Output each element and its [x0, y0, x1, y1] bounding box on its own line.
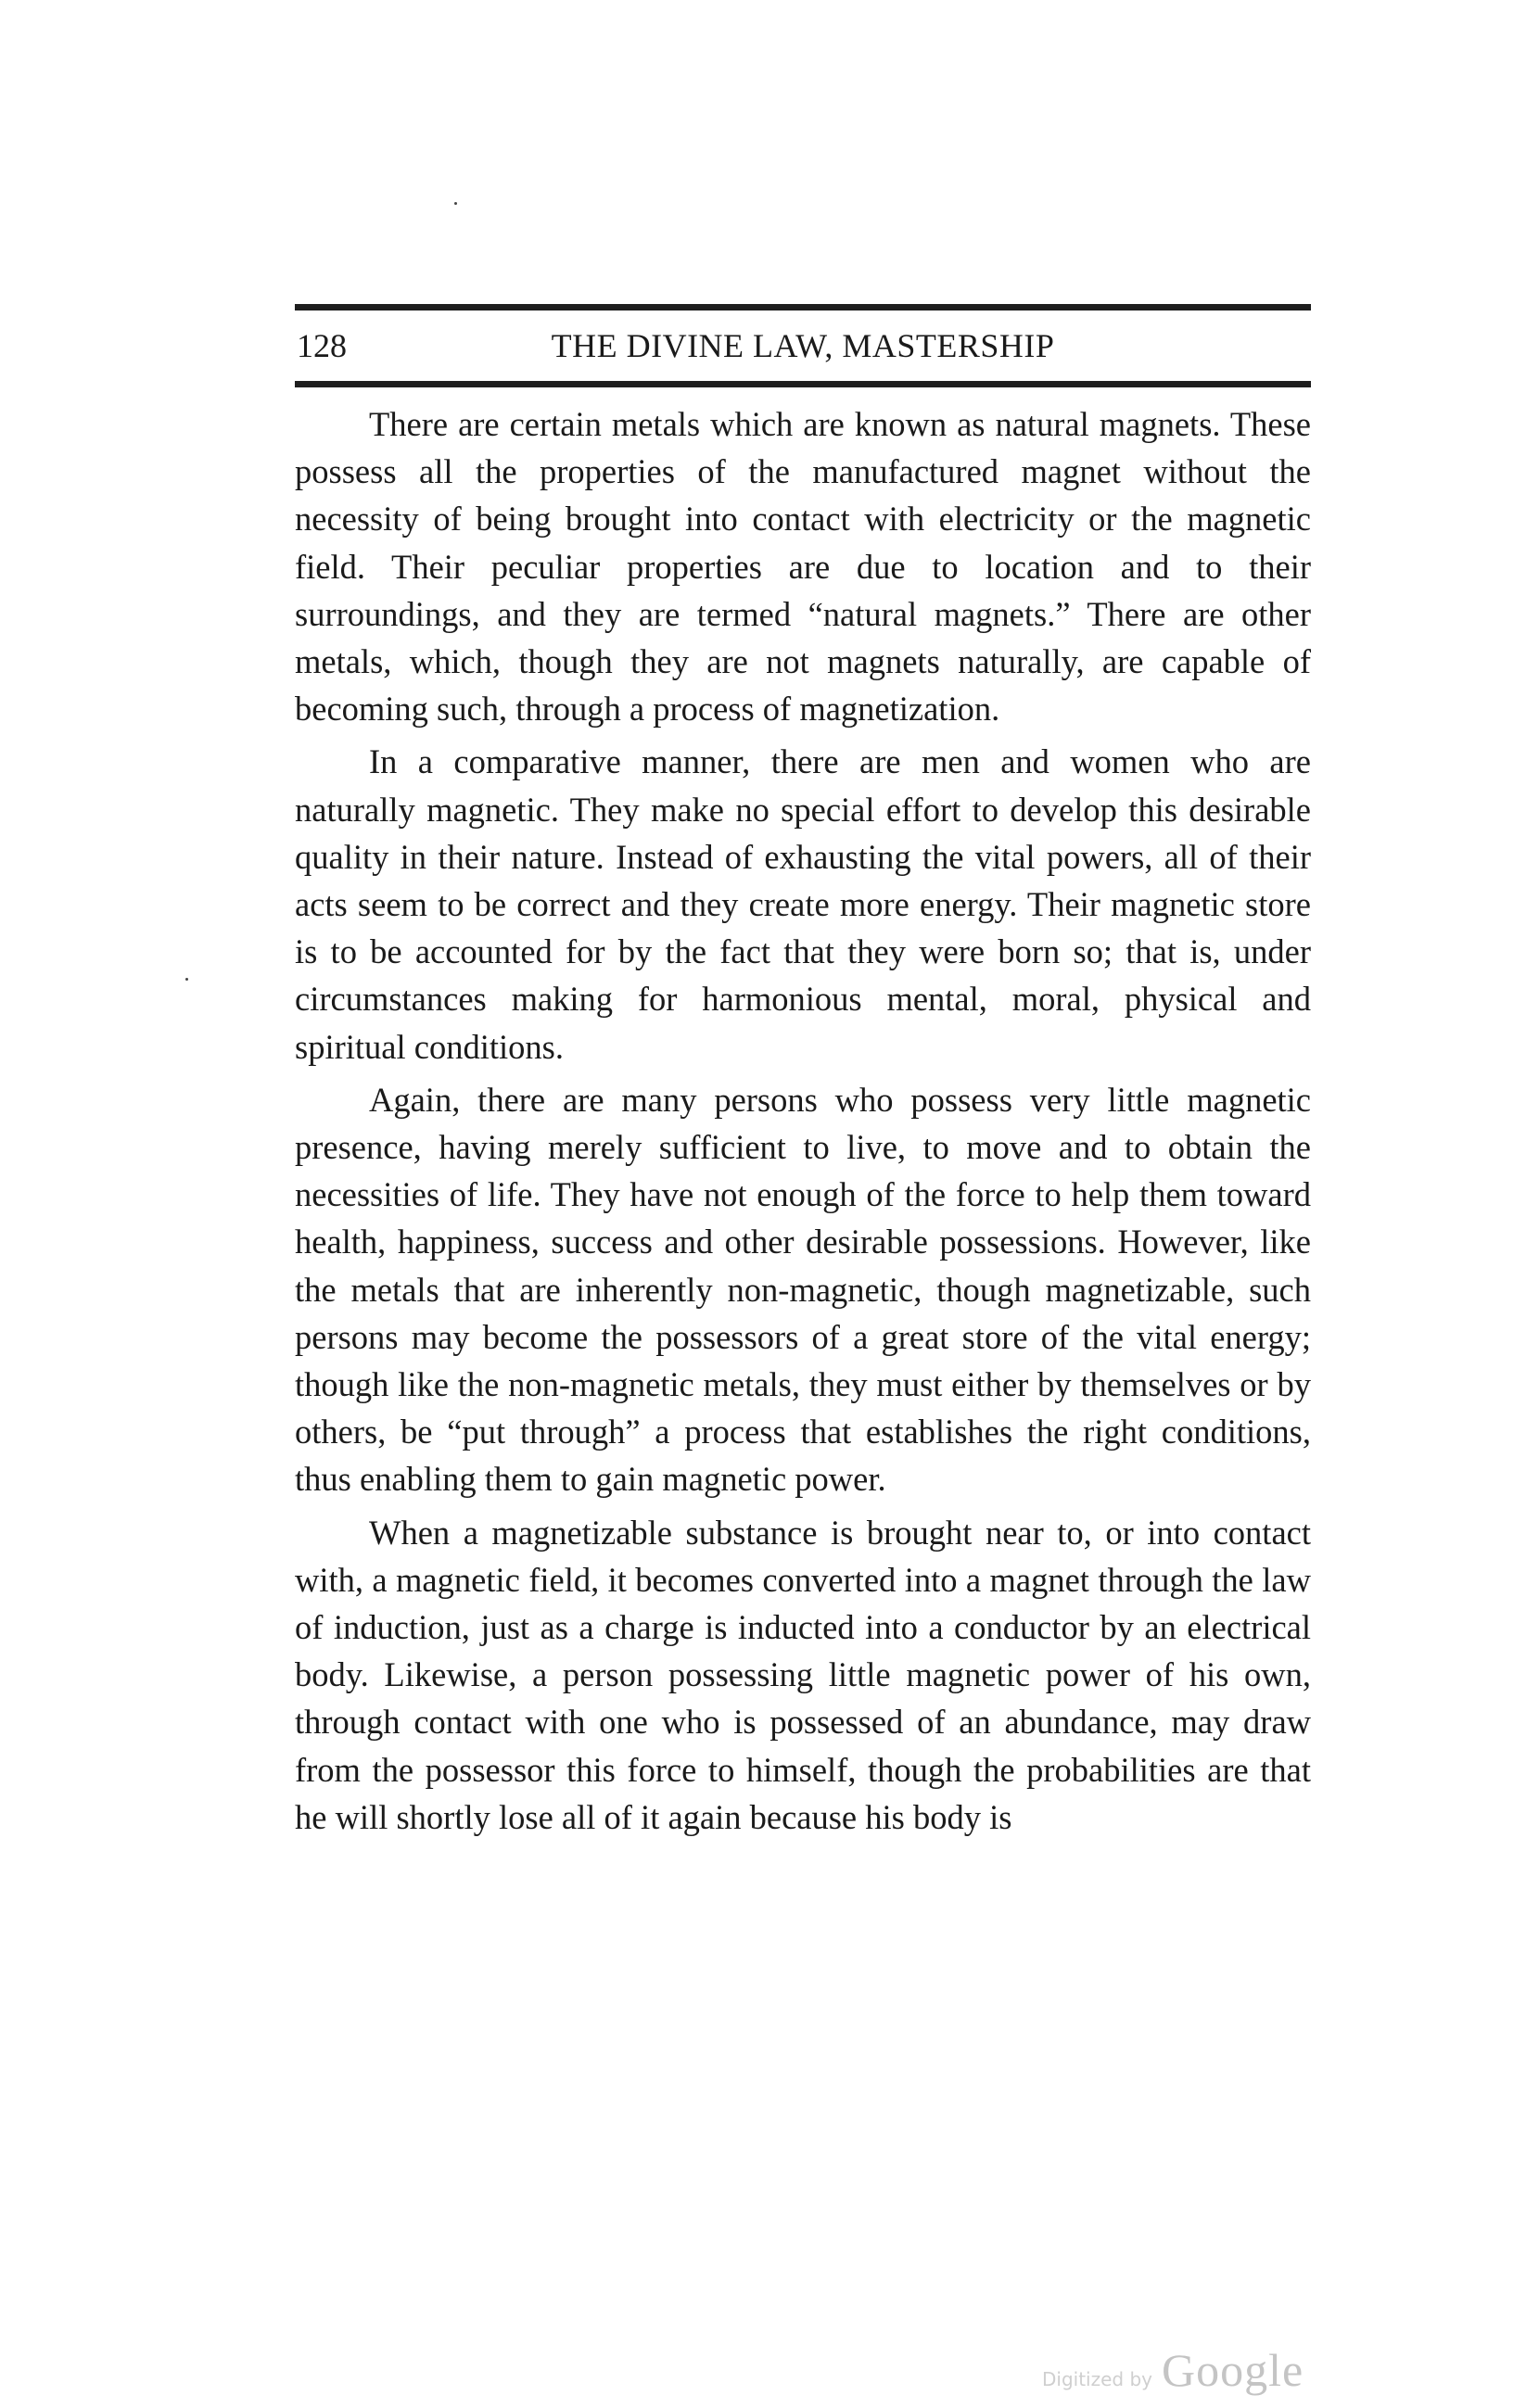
watermark-digitized-text: Digitized by	[1042, 2368, 1152, 2390]
running-title: THE DIVINE LAW, MASTERSHIP	[551, 327, 1055, 364]
paragraph-magnetic-people: In a comparative manner, there are men and women who are naturally magnetic. They make no special effort to develop this desirable quality in their nature. Instead of exhausting the vital powers, all of their acts seem to be correct and they create more energy. Their magnetic store is to be accounted for by the fact that they were born so; that is, under circumstances making for harmonious mental, moral, physical and spiritual conditions.	[295, 742, 1311, 1066]
google-logo: Google	[1162, 2344, 1304, 2396]
paper-speck	[185, 978, 188, 981]
paragraph-induction: When a magnetizable substance is brought near to, or into contact with, a magnetic field, it becomes converted into a magnet through the law of induction, just as a charge is inducted into a conductor by an electrical body. Likewise, a person possessing little magnetic power of his own, through contact with one who is possessed of an abundance, may draw from the possessor this force to himself, though the probabilities are that he will shortly lose all of it again because his body is	[295, 1513, 1311, 1836]
page-header	[295, 304, 1311, 387]
header-top-rule	[295, 304, 1311, 311]
header-bottom-rule	[295, 381, 1311, 387]
paragraph-natural-magnets: There are certain metals which are known as natural magnets. These possess all the properties of the manufactured magnet without the necessity of being brought into contact with electricity or the magnetic field. Their peculiar properties are due to location and to their surroundings, and they are termed “natural magnets.” There are other metals, which, though they are not magnets naturally, are capable of becoming such, through a process of magnetization.	[295, 405, 1311, 729]
header-row	[295, 311, 1311, 381]
paper-speck	[454, 202, 457, 205]
paragraph-little-magnetism: Again, there are many persons who possess very little magnetic presence, having merely sufficient to live, to move and to obtain the necessities of life. They have not enough of the force to help them toward health, happiness, success and other desirable possessions. However, like the metals that are inherently non-magnetic, though magnetizable, such persons may become the possessors of a great store of the vital energy; though like the non-magnetic metals, they must either by themselves or by others, be “put through” a process that establishes the right conditions, thus enabling them to gain magnetic power.	[295, 1080, 1311, 1499]
page-number: 128	[297, 327, 347, 364]
body-text	[295, 400, 1311, 1846]
digitized-watermark	[1042, 2343, 1304, 2397]
